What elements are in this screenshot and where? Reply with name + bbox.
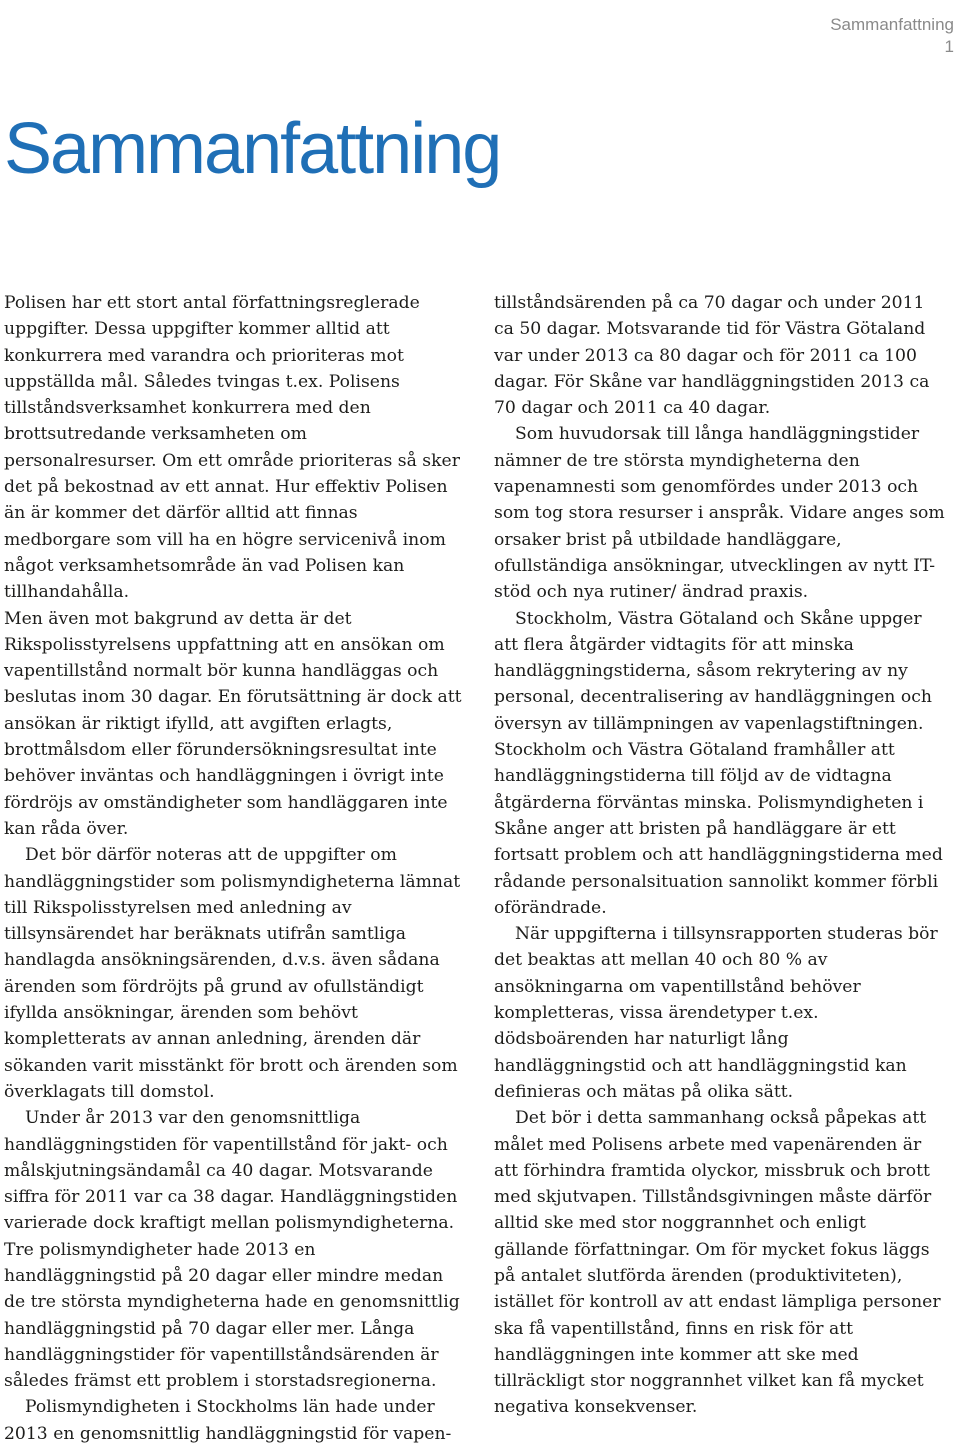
paragraph: Polismyndigheten i Stockholms län hade under 2013 en genomsnittlig handläggningstid för vapen- (4, 1397, 452, 1444)
paragraph: När uppgifterna i tillsynsrapporten studeras bör det beaktas att mellan 40 och 80 % av ansökningarna om vapentillstånd behöver kompletteras, vissa ärendetyper t.ex. dödsboärenden har naturligt lång handläggningstid och att handläggningstid kan definieras och mätas på olika sätt. (494, 924, 938, 1102)
paragraph: Det bör i detta sammanhang också påpekas att målet med Polisens arbete med vapenärenden är att förhindra framtida olyckor, missbruk och brott med skjutvapen. Tillståndsgivningen måste därför alltid ske med stor noggrannhet och enligt gällande författningar. Om för mycket fokus läggs på antalet slutförda ärenden (produktiviteten), istället för kontroll av att endast lämpliga personer ska få vapentillstånd, finns en risk för att handläggningen inte kommer att ske med tillräckligt stor noggrannhet vilket kan få mycket negativa konsekvenser. (494, 1108, 941, 1418)
paragraph: tillståndsärenden på ca 70 dagar och under 2011 ca 50 dagar. Motsvarande tid för Västra Götaland var under 2013 ca 80 dagar och för 2011 ca 100 dagar. För Skåne var handläggningstiden 2013 ca 70 dagar och 2011 ca 40 dagar. (494, 293, 930, 419)
paragraph: Stockholm, Västra Götaland och Skåne uppger att flera åtgärder vidtagits för att minska handläggningstiderna, såsom rekrytering av ny personal, decentralisering av handläggningen och översyn av tillämpningen av vapenlagstiftningen. Stockholm och Västra Götaland framhåller att handläggningstiderna till följd av de vidtagna åtgärderna förväntas minska. Polismyndigheten i Skåne anger att bristen på handläggare är ett fortsatt problem och att handläggningstiderna med rådande personalsituation sannolikt kommer förbli oförändrade. (494, 608, 943, 918)
paragraph: Men även mot bakgrund av detta är det Rikspolisstyrelsens uppfattning att en ansökan om vapentillstånd normalt bör kunna handläggas och beslutas inom 30 dagar. En förutsättning är dock att ansökan är riktigt ifylld, att avgiften erlagts, brottmålsdom eller förundersökningsresultat inte behöver inväntas och handläggningen i övrigt inte fördröjs av omständigheter som handläggaren inte kan råda över. (4, 608, 462, 839)
right-column (494, 290, 946, 1421)
page-number: 1 (944, 37, 954, 56)
left-column (4, 290, 462, 1447)
running-header (830, 14, 954, 58)
running-header-section: Sammanfattning (830, 15, 954, 34)
paragraph: Under år 2013 var den genomsnittliga handläggningstiden för vapentillstånd för jakt- och målskjutningsändamål ca 40 dagar. Motsvarande siffra för 2011 var ca 38 dagar. Handläggningstiden varierade dock kraftigt mellan polismyndigheterna. Tre polismyndigheter hade 2013 en handläggningstid på 20 dagar eller mindre medan de tre största myndigheterna hade en genomsnittlig handläggningstid på 70 dagar eller mer. Långa handläggningstider för vapentillståndsärenden är således främst ett problem i storstadsregionerna. (4, 1108, 460, 1392)
paragraph: Som huvudorsak till långa handläggningstider nämner de tre största myndigheterna den vapenamnesti som genomfördes under 2013 och som tog stora resurser i anspråk. Vidare anges som orsaker brist på utbildade handläggare, ofullständiga ansökningar, utvecklingen av nytt IT-stöd och nya rutiner/ ändrad praxis. (494, 424, 945, 603)
paragraph: Polisen har ett stort antal författningsreglerade uppgifter. Dessa uppgifter kommer alltid att konkurrera med varandra och prioriteras mot uppställda mål. Således tvingas t.ex. Polisens tillståndsverksamhet konkurrera med den brottsutredande verksamheten om personalresurser. Om ett område prioriteras så sker det på bekostnad av ett annat. Hur effektiv Polisen än är kommer det därför alltid att finnas medborgare som vill ha en högre servicenivå inom något verksamhetsområde än vad Polisen kan tillhandahålla. (4, 293, 460, 603)
paragraph: Det bör därför noteras att de uppgifter om handläggningstider som polismyndigheterna lämnat till Rikspolisstyrelsen med anledning av tillsynsärendet har beräknats utifrån samtliga handlagda ansökningsärenden, d.v.s. även sådana ärenden som fördröjts på grund av ofullständigt ifyllda ansökningar, ärenden som behövt kompletterats av annan anledning, ärenden där sökanden varit misstänkt för brott och ärenden som överklagats till domstol. (4, 845, 461, 1102)
page-title: Sammanfattning (4, 109, 501, 189)
